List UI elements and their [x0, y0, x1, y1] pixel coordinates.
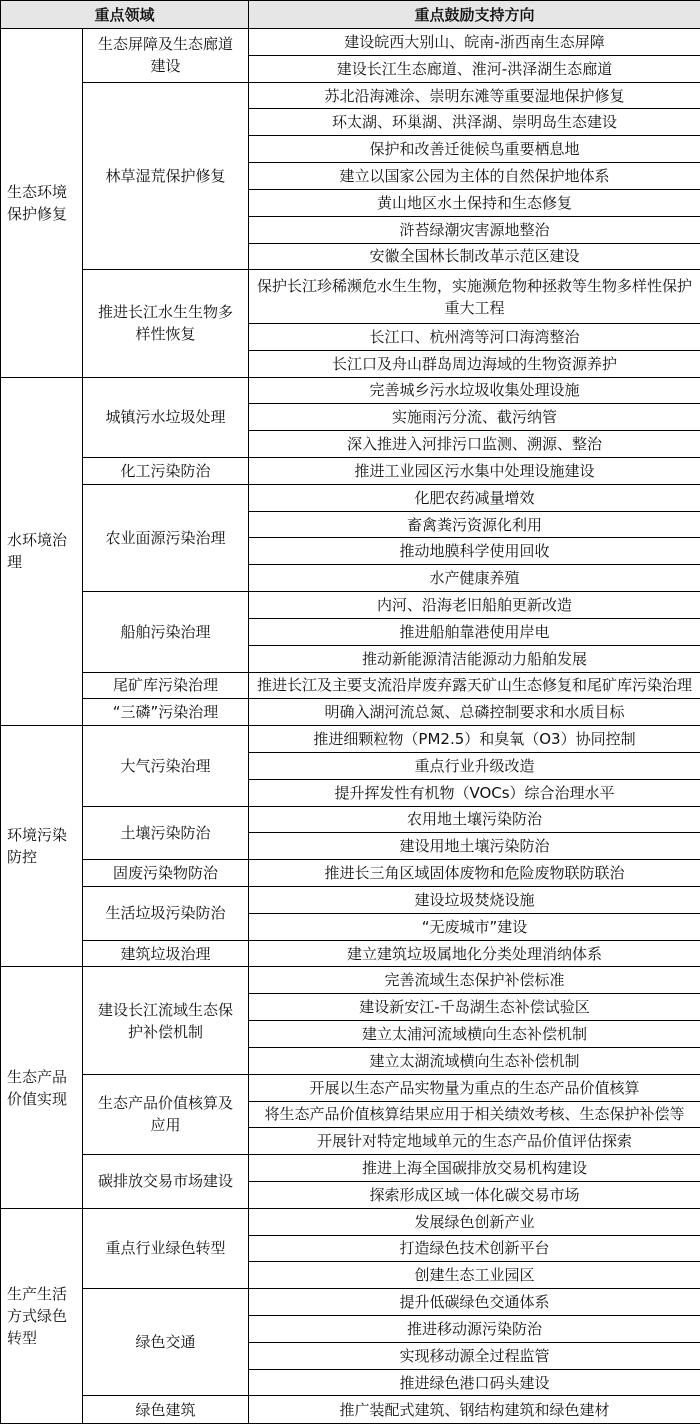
subdomain-cell: 固废污染物防治 [83, 860, 249, 887]
header-row [1, 1, 700, 29]
subdomain-cell: “三磷”污染治理 [83, 699, 249, 726]
direction-cell: 提升低碳绿色交通体系 [249, 1289, 700, 1316]
table-row [1, 967, 700, 994]
direction-cell: 畜禽粪污资源化利用 [249, 511, 700, 538]
direction-cell: 苏北沿海滩涂、崇明东滩等重要湿地保护修复 [249, 82, 700, 109]
subdomain-cell: 重点行业绿色转型 [83, 1208, 249, 1288]
direction-cell: 明确入湖河流总氮、总磷控制要求和水质目标 [249, 699, 700, 726]
table-row [1, 860, 700, 887]
subdomain-cell: 绿色建筑 [83, 1396, 249, 1424]
domain-cell: 生产生活方式绿色转型 [1, 1208, 83, 1423]
subdomain-cell: 大气污染治理 [83, 726, 249, 806]
table-row [1, 699, 700, 726]
table-row [1, 1074, 700, 1101]
direction-cell: 建设长江生态廊道、淮河-洪泽湖生态廊道 [249, 55, 700, 82]
direction-cell: 推进绿色港口码头建设 [249, 1369, 700, 1396]
direction-cell: 开展以生态产品实物量为重点的生态产品价值核算 [249, 1074, 700, 1101]
direction-cell: 推动地膜科学使用回收 [249, 538, 700, 565]
table-row [1, 377, 700, 404]
table-row [1, 29, 700, 56]
direction-cell: 重点行业升级改造 [249, 752, 700, 779]
direction-cell: 探索形成区域一体化碳交易市场 [249, 1181, 700, 1208]
table-row [1, 672, 700, 699]
subdomain-cell: 化工污染防治 [83, 458, 249, 485]
subdomain-cell: 城镇污水垃圾处理 [83, 377, 249, 457]
direction-cell: 完善城乡污水垃圾收集处理设施 [249, 377, 700, 404]
domain-cell: 生态环境保护修复 [1, 29, 83, 378]
table-row [1, 1289, 700, 1316]
table-row [1, 484, 700, 511]
subdomain-cell: 生活垃圾污染防治 [83, 887, 249, 941]
direction-cell: 建立太浦河流域横向生态补偿机制 [249, 1021, 700, 1048]
table-row [1, 270, 700, 324]
subdomain-cell: 生态产品价值核算及应用 [83, 1074, 249, 1154]
subdomain-cell: 绿色交通 [83, 1289, 249, 1396]
direction-cell: 提升挥发性有机物（VOCs）综合治理水平 [249, 779, 700, 806]
direction-cell: 农用地土壤污染防治 [249, 806, 700, 833]
direction-cell: 实施雨污分流、截污纳管 [249, 404, 700, 431]
direction-cell: 建设皖西大别山、皖南-浙西南生态屏障 [249, 29, 700, 56]
direction-cell: 建设新安江-千岛湖生态补偿试验区 [249, 994, 700, 1021]
direction-cell: 推进细颗粒物（PM2.5）和臭氧（O3）协同控制 [249, 726, 700, 753]
table-row [1, 82, 700, 109]
direction-cell: 发展绿色创新产业 [249, 1208, 700, 1235]
direction-cell: 将生态产品价值核算结果应用于相关绩效考核、生态保护补偿等 [249, 1101, 700, 1128]
header-domain: 重点领域 [1, 1, 249, 29]
direction-cell: 保护和改善迁徙候鸟重要栖息地 [249, 136, 700, 163]
direction-cell: 保护长江珍稀濒危水生生物，实施濒危物种拯救等生物多样性保护重大工程 [249, 270, 700, 324]
table-row [1, 806, 700, 833]
direction-cell: “无废城市”建设 [249, 913, 700, 940]
subdomain-cell: 生态屏障及生态廊道建设 [83, 29, 249, 83]
direction-cell: 实现移动源全过程监管 [249, 1342, 700, 1369]
domain-cell: 生态产品价值实现 [1, 967, 83, 1208]
subdomain-cell: 船舶污染治理 [83, 592, 249, 672]
subdomain-cell: 建设长江流域生态保护补偿机制 [83, 967, 249, 1074]
table-body [1, 29, 700, 1424]
direction-cell: 打造绿色技术创新平台 [249, 1235, 700, 1262]
direction-cell: 推进长江及主要支流沿岸废弃露天矿山生态修复和尾矿库污染治理 [249, 672, 700, 699]
direction-cell: 化肥农药减量增效 [249, 484, 700, 511]
direction-cell: 推进移动源污染防治 [249, 1316, 700, 1343]
table-row [1, 458, 700, 485]
direction-cell: 安徽全国林长制改革示范区建设 [249, 243, 700, 270]
direction-cell: 建立建筑垃圾属地化分类处理消纳体系 [249, 940, 700, 967]
direction-cell: 内河、沿海老旧船舶更新改造 [249, 592, 700, 619]
table-row [1, 940, 700, 967]
table-row [1, 1208, 700, 1235]
table-row [1, 887, 700, 914]
subdomain-cell: 建筑垃圾治理 [83, 940, 249, 967]
direction-cell: 推广装配式建筑、钢结构建筑和绿色建材 [249, 1396, 700, 1424]
direction-cell: 深入推进入河排污口监测、溯源、整治 [249, 431, 700, 458]
table-row [1, 1155, 700, 1182]
direction-cell: 建设用地土壤污染防治 [249, 833, 700, 860]
direction-cell: 推进船舶靠港使用岸电 [249, 618, 700, 645]
subdomain-cell: 农业面源污染治理 [83, 484, 249, 591]
direction-cell: 建立以国家公园为主体的自然保护地体系 [249, 163, 700, 190]
direction-cell: 长江口、杭州湾等河口海湾整治 [249, 323, 700, 350]
direction-cell: 完善流域生态保护补偿标准 [249, 967, 700, 994]
table-row [1, 1396, 700, 1424]
direction-cell: 推进上海全国碳排放交易机构建设 [249, 1155, 700, 1182]
subdomain-cell: 碳排放交易市场建设 [83, 1155, 249, 1209]
subdomain-cell: 尾矿库污染治理 [83, 672, 249, 699]
direction-cell: 推进长三角区域固体废物和危险废物联防联治 [249, 860, 700, 887]
table-row [1, 592, 700, 619]
subdomain-cell: 推进长江水生生物多样性恢复 [83, 270, 249, 377]
direction-cell: 水产健康养殖 [249, 565, 700, 592]
direction-cell: 长江口及舟山群岛周边海域的生物资源养护 [249, 350, 700, 377]
direction-cell: 推进工业园区污水集中处理设施建设 [249, 458, 700, 485]
direction-cell: 创建生态工业园区 [249, 1262, 700, 1289]
header-direction: 重点鼓励支持方向 [249, 1, 700, 29]
direction-cell: 建立太湖流域横向生态补偿机制 [249, 1047, 700, 1074]
direction-cell: 浒苔绿潮灾害源地整治 [249, 216, 700, 243]
direction-cell: 黄山地区水土保持和生态修复 [249, 189, 700, 216]
domain-cell: 环境污染防控 [1, 726, 83, 967]
subdomain-cell: 土壤污染防治 [83, 806, 249, 860]
direction-cell: 建设垃圾焚烧设施 [249, 887, 700, 914]
domain-cell: 水环境治理 [1, 377, 83, 726]
table-row [1, 726, 700, 753]
direction-cell: 推动新能源清洁能源动力船舶发展 [249, 645, 700, 672]
direction-cell: 开展针对特定地域单元的生态产品价值评估探索 [249, 1128, 700, 1155]
subdomain-cell: 林草湿荒保护修复 [83, 82, 249, 270]
direction-cell: 环太湖、环巢湖、洪泽湖、崇明岛生态建设 [249, 109, 700, 136]
